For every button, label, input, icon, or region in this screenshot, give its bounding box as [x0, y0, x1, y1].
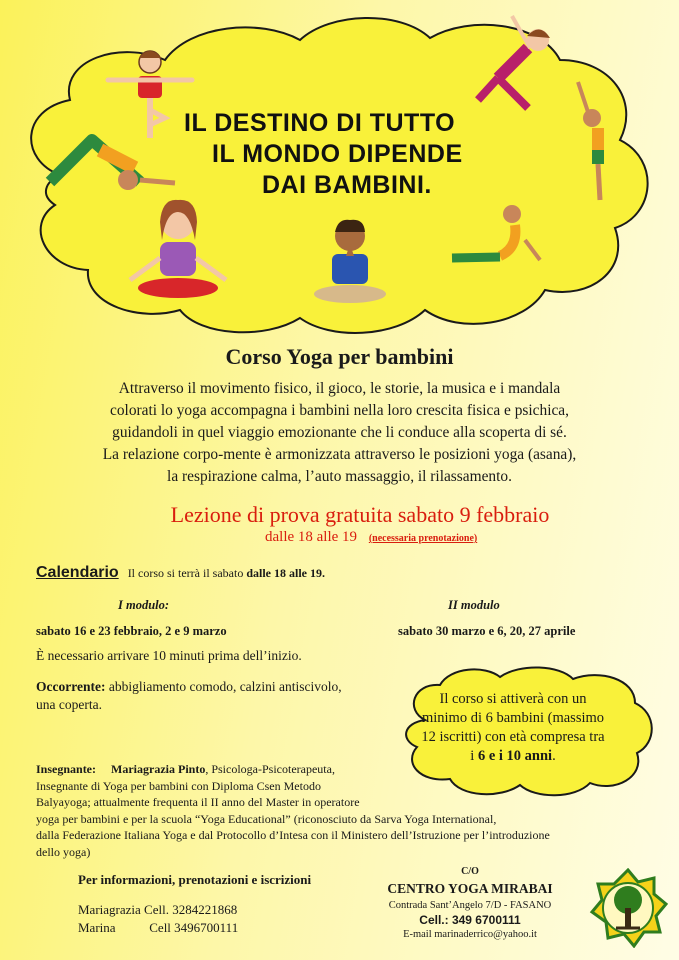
teacher-bio	[36, 761, 644, 861]
contact-marina	[78, 920, 238, 936]
teacher-name: Mariagrazia Pinto	[111, 762, 206, 776]
description-line: La relazione corpo-mente è armonizzata attraverso le posizioni yoga (asana),	[102, 446, 577, 463]
teacher-line-6: dello yoga)	[36, 844, 91, 859]
requirements-text: abbigliamento comodo, calzini antiscivolo,	[105, 679, 342, 694]
yoga-center-info	[380, 866, 560, 940]
arrival-note: È necessario arrivare 10 minuti prima dell’inizio.	[36, 648, 302, 663]
module-2-dates: sabato 30 marzo e 6, 20, 27 aprile	[398, 624, 576, 638]
teacher-line-4: yoga per bambini e per la scuola “Yoga Educational” (riconosciuto da Sarva Yoga International,	[36, 811, 497, 826]
care-of: C/O	[461, 866, 479, 877]
description-line: la respirazione calma, l’auto massaggio, il rilassamento.	[167, 468, 512, 485]
module-2-label: II modulo	[448, 598, 500, 612]
calendar-line	[36, 564, 325, 582]
center-cell: Cell.: 349 6700111	[419, 913, 521, 927]
requirements-label: Occorrente:	[36, 679, 106, 694]
free-trial-time	[265, 529, 477, 546]
headline-line-1: IL DESTINO DI TUTTO	[184, 109, 456, 137]
calendar-heading: Calendario	[36, 564, 119, 581]
contact-phone: Cell. 3284221868	[144, 902, 238, 917]
mirabai-logo-icon	[588, 868, 668, 948]
free-trial-lesson-headline: Lezione di prova gratuita sabato 9 febbraio	[170, 502, 550, 527]
bubble-age-range: 6 e i 10 anni	[477, 748, 553, 764]
center-email: E-mail marinaderrico@yahoo.it	[403, 929, 537, 940]
bubble-text-end: .	[552, 748, 556, 764]
teacher-line-3: Balyayoga; attualmente frequenta il II anno del Master in operatore	[36, 795, 360, 810]
headline-line-3: DAI BAMBINI.	[262, 171, 432, 199]
calendar-text: Il corso si terrà il sabato	[127, 566, 247, 580]
teacher-line-2: Insegnante di Yoga per bambini con Diploma Csen Metodo	[36, 778, 321, 793]
trial-time-text: dalle 18 alle 19	[265, 529, 358, 545]
requirements	[36, 678, 396, 714]
contact-phone: Cell 3496700111	[149, 920, 239, 935]
contact-mariagrazia	[78, 902, 237, 918]
headline	[160, 108, 520, 201]
requirements-text-2: una coperta.	[36, 697, 102, 712]
teacher-line-5: dalla Federazione Italiana Yoga e dal Protocollo d’Intesa con il Ministero dell’Istruzione per l’introduzione	[36, 828, 550, 843]
course-title: Corso Yoga per bambini	[225, 344, 454, 369]
teacher-line-1: , Psicologa-Psicoterapeuta,	[205, 762, 335, 776]
booking-required-note: (necessaria prenotazione)	[368, 533, 478, 544]
center-address: Contrada Sant’Angelo 7/D - FASANO	[388, 900, 552, 911]
module-1-dates: sabato 16 e 23 febbraio, 2 e 9 marzo	[36, 624, 227, 638]
contact-name: Marina	[78, 920, 116, 935]
contact-name: Mariagrazia	[78, 902, 141, 917]
teacher-label: Insegnante:	[36, 762, 97, 776]
description-line: guidandoli in quel viaggio emozionante che li conduce alla scoperta di sé.	[112, 424, 567, 441]
module-1-label: I modulo:	[118, 598, 170, 612]
bubble-text	[420, 690, 606, 766]
center-name: CENTRO YOGA MIRABAI	[387, 881, 553, 896]
calendar-hours: dalle 18 alle 19.	[246, 566, 325, 580]
description-line: Attraverso il movimento fisico, il gioco, le storie, la musica e i mandala	[118, 380, 561, 397]
bubble-text-main: Il corso si attiverà con un minimo di 6 bambini (massimo 12 iscritti) con età compresa tra i	[421, 691, 605, 764]
course-description	[28, 378, 651, 488]
contacts-heading: Per informazioni, prenotazioni e iscrizioni	[78, 872, 312, 887]
headline-line-2: IL MONDO DIPENDE	[212, 140, 463, 168]
description-line: colorati lo yoga accompagna i bambini nella loro crescita fisica e psichica,	[110, 402, 569, 419]
